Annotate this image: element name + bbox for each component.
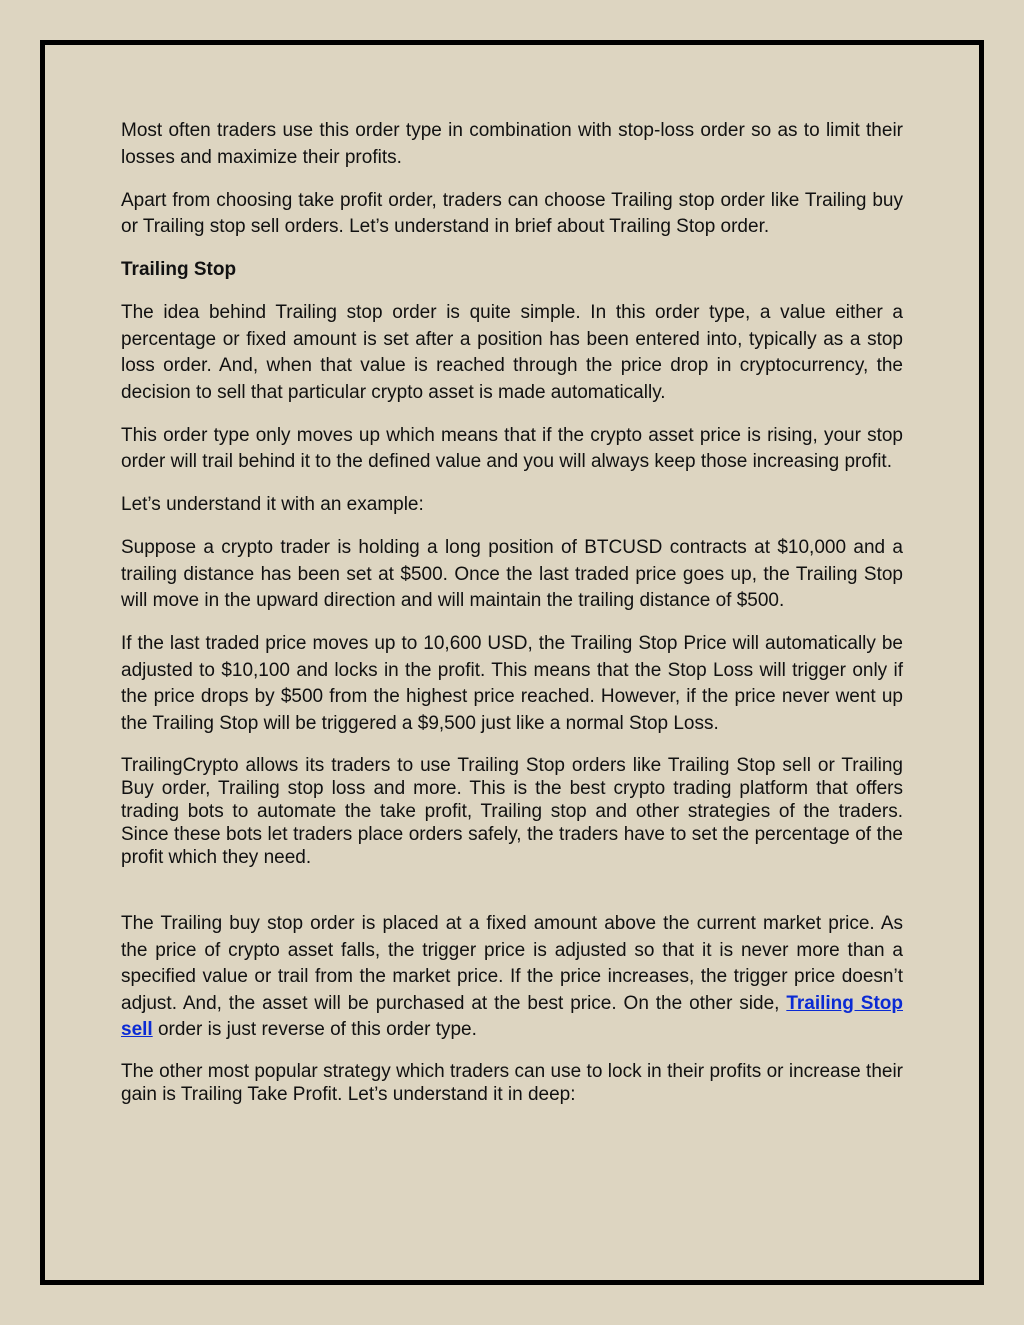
paragraph-buy-stop: [121, 911, 903, 1044]
paragraph-idea: The idea behind Trailing stop order is quite simple. In this order type, a value either a percentage or fixed amount is set after a position has been entered into, typically as a stop loss order. And, when that value is reached through the price drop in cryptocurrency, the decision to sell that particular crypto asset is made automatically.: [121, 302, 903, 403]
trailing-stop-sell-link[interactable]: Trailing Stop sell: [121, 992, 903, 1040]
paragraph-buy-stop-text: The Trailing buy stop order is placed at a fixed amount above the current market price. As the price of crypto asset falls, the trigger price is adjusted so that it is never more than a specified value or trail from the market price. If the price increases, the trigger price doesn’t adjust. And, the asset will be purchased at the best price. On the other side,: [121, 913, 903, 1014]
paragraph-trailing-orders: Apart from choosing take profit order, traders can choose Trailing stop order like Trailing buy or Trailing stop sell orders. Let’s understand in brief about Trailing Stop order.: [121, 189, 903, 237]
section-heading: Trailing Stop: [121, 259, 237, 280]
paragraph-take-profit: The other most popular strategy which traders can use to lock in their profits or increase their gain is Trailing Take Profit. Let’s understand it in deep:: [121, 1061, 903, 1105]
paragraph-buy-stop-text-end: order is just reverse of this order type.: [152, 1019, 477, 1040]
spacer: [121, 885, 903, 911]
paragraph-price-moves: If the last traded price moves up to 10,600 USD, the Trailing Stop Price will automatically be adjusted to $10,100 and locks in the profit. This means that the Stop Loss will trigger only if the price drops by $500 from the highest price reached. However, if the price never went up the Trailing Stop will be triggered a $9,500 just like a normal Stop Loss.: [121, 633, 903, 734]
paragraph-trailingcrypto: TrailingCrypto allows its traders to use Trailing Stop orders like Trailing Stop sell or Trailing Buy order, Trailing stop loss and more. This is the best crypto trading platform that offers trading bots to automate the take profit, Trailing stop and other strategies of the traders. Since these bots let traders place orders safely, the traders have to set the percentage of the profit which they need.: [121, 754, 903, 868]
page-frame: [40, 40, 984, 1285]
paragraph-example: Suppose a crypto trader is holding a long position of BTCUSD contracts at $10,000 and a trailing distance has been set at $500. Once the last traded price goes up, the Trailing Stop will move in the upward direction and will maintain the trailing distance of $500.: [121, 537, 903, 611]
paragraph-example-intro: Let’s understand it with an example:: [121, 494, 424, 515]
paragraph-moves-up: This order type only moves up which means that if the crypto asset price is rising, your stop order will trail behind it to the defined value and you will always keep those increasing profit.: [121, 424, 903, 472]
paragraph-intro: Most often traders use this order type in combination with stop-loss order so as to limit their losses and maximize their profits.: [121, 120, 903, 168]
document-body: [121, 118, 903, 1123]
